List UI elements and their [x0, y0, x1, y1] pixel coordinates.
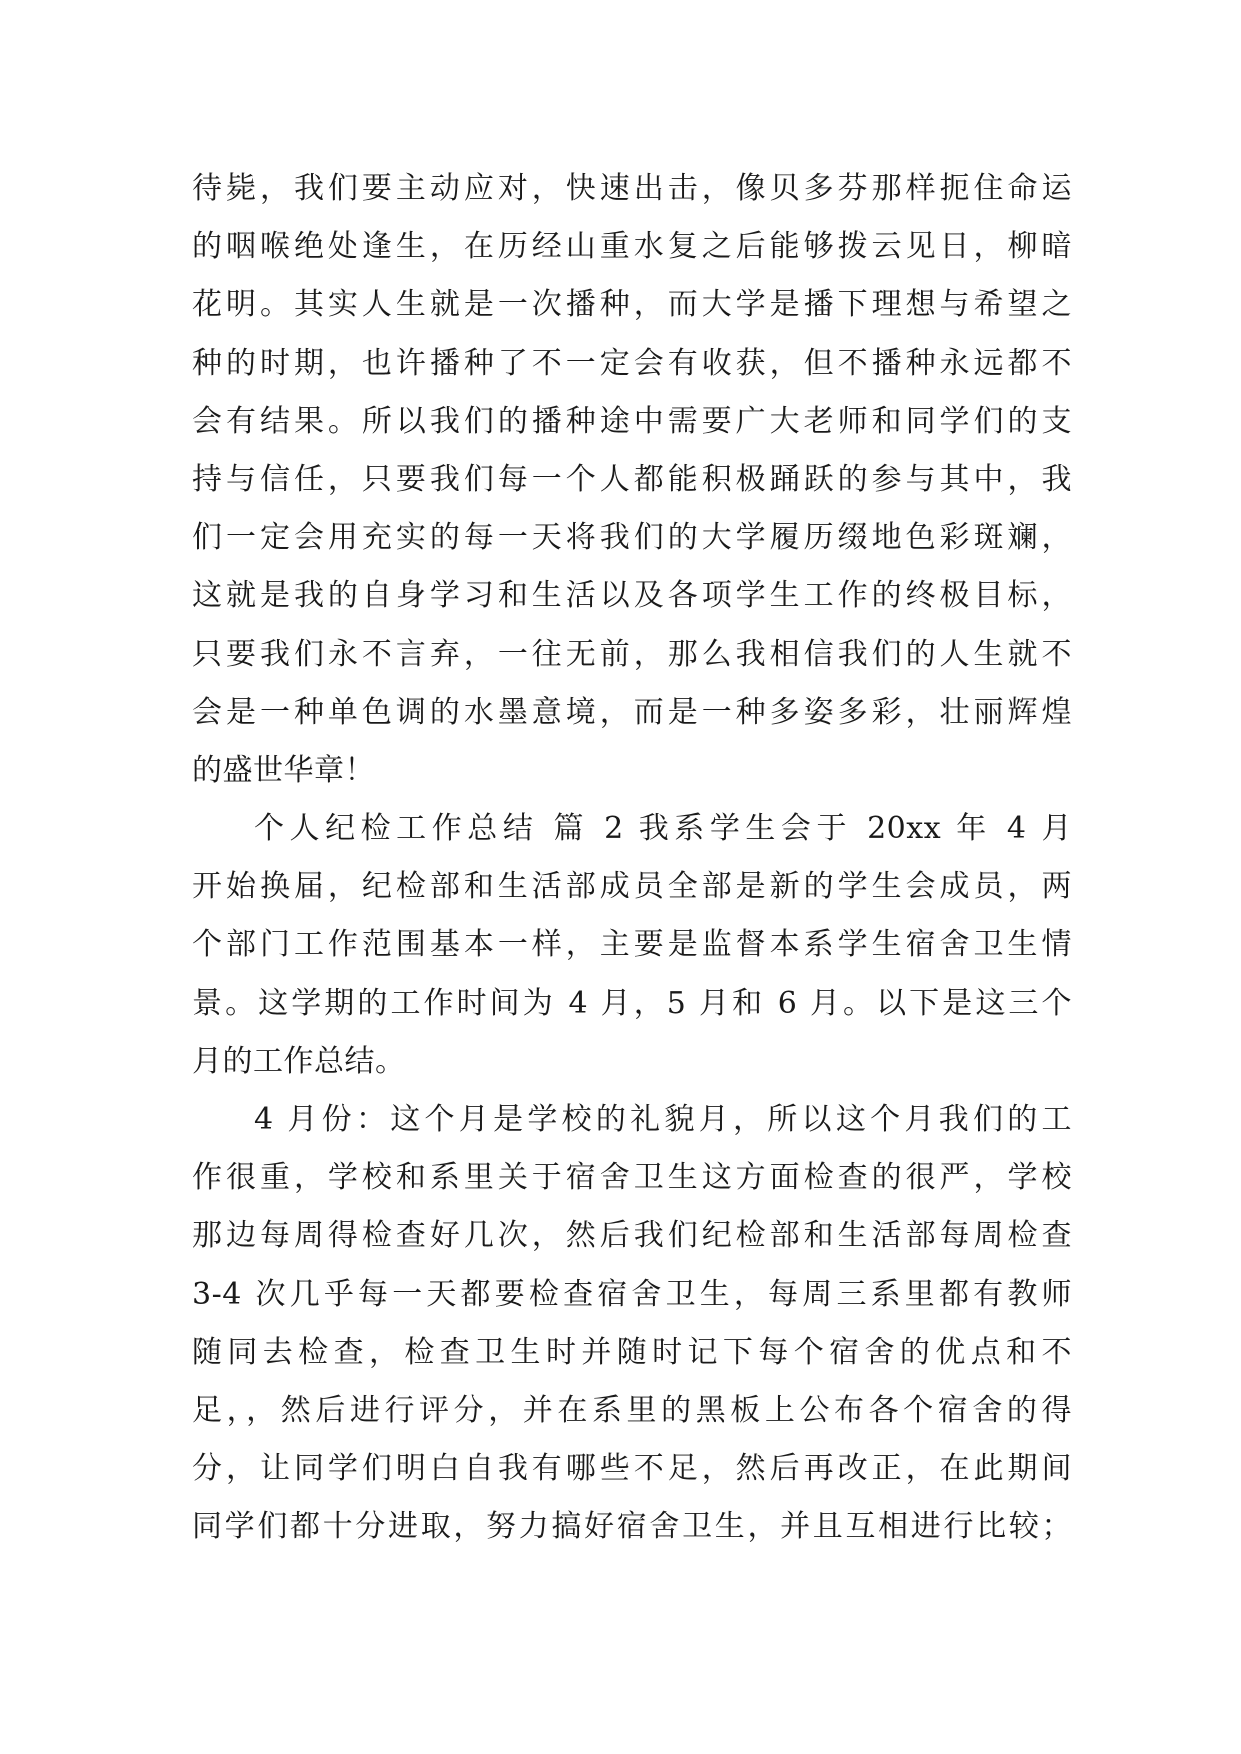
text-line: 3-4 次几乎每一天都要检查宿舍卫生，每周三系里都有教师 [192, 1276, 1072, 1312]
text-line: 分，让同学们明白自我有哪些不足，然后再改正，在此期间 [192, 1451, 1072, 1487]
text-line: 4 月份：这个月是学校的礼貌月，所以这个月我们的工 [254, 1102, 1072, 1137]
text-line: 月的工作总结。 [192, 1043, 406, 1079]
text-line: 开始换届，纪检部和生活部成员全部是新的学生会成员，两 [192, 869, 1072, 905]
text-line: 待毙，我们要主动应对，快速出击，像贝多芬那样扼住命运 [192, 171, 1072, 206]
text-line: 景。这学期的工作时间为 4 月，5 月和 6 月。以下是这三个 [192, 985, 1072, 1021]
text-line: 持与信任，只要我们每一个人都能积极踊跃的参与其中，我 [192, 461, 1072, 497]
text-line: 种的时期，也许播种了不一定会有收获，但不播种永远都不 [192, 345, 1072, 381]
text-line: 只要我们永不言弃，一往无前，那么我相信我们的人生就不 [192, 636, 1072, 672]
text-line: 足，，然后进行评分，并在系里的黑板上公布各个宿舍的得 [192, 1392, 1072, 1428]
text-line: 的咽喉绝处逢生，在历经山重水复之后能够拨云见日，柳暗 [192, 229, 1072, 265]
text-line: 的盛世华章！ [192, 752, 375, 788]
text-line: 同学们都十分进取，努力搞好宿舍卫生，并且互相进行比较； [192, 1509, 1072, 1545]
text-line: 个部门工作范围基本一样，主要是监督本系学生宿舍卫生情 [192, 927, 1072, 963]
text-line: 随同去检查，检查卫生时并随时记下每个宿舍的优点和不 [192, 1334, 1072, 1370]
text-line: 们一定会用充实的每一天将我们的大学履历缀地色彩斑斓， [192, 520, 1072, 556]
text-line: 那边每周得检查好几次，然后我们纪检部和生活部每周检查 [192, 1218, 1072, 1254]
text-line: 会有结果。所以我们的播种途中需要广大老师和同学们的支 [192, 403, 1072, 439]
text-line: 作很重，学校和系里关于宿舍卫生这方面检查的很严，学校 [192, 1160, 1072, 1196]
text-line: 个人纪检工作总结 篇 2 我系学生会于 20xx 年 4 月 [254, 811, 1072, 847]
text-line: 会是一种单色调的水墨意境，而是一种多姿多彩，壮丽辉煌 [192, 694, 1072, 730]
text-line: 这就是我的自身学习和生活以及各项学生工作的终极目标， [192, 578, 1072, 614]
text-line: 花明。其实人生就是一次播种，而大学是播下理想与希望之 [192, 287, 1072, 323]
body-text [192, 160, 1072, 1557]
